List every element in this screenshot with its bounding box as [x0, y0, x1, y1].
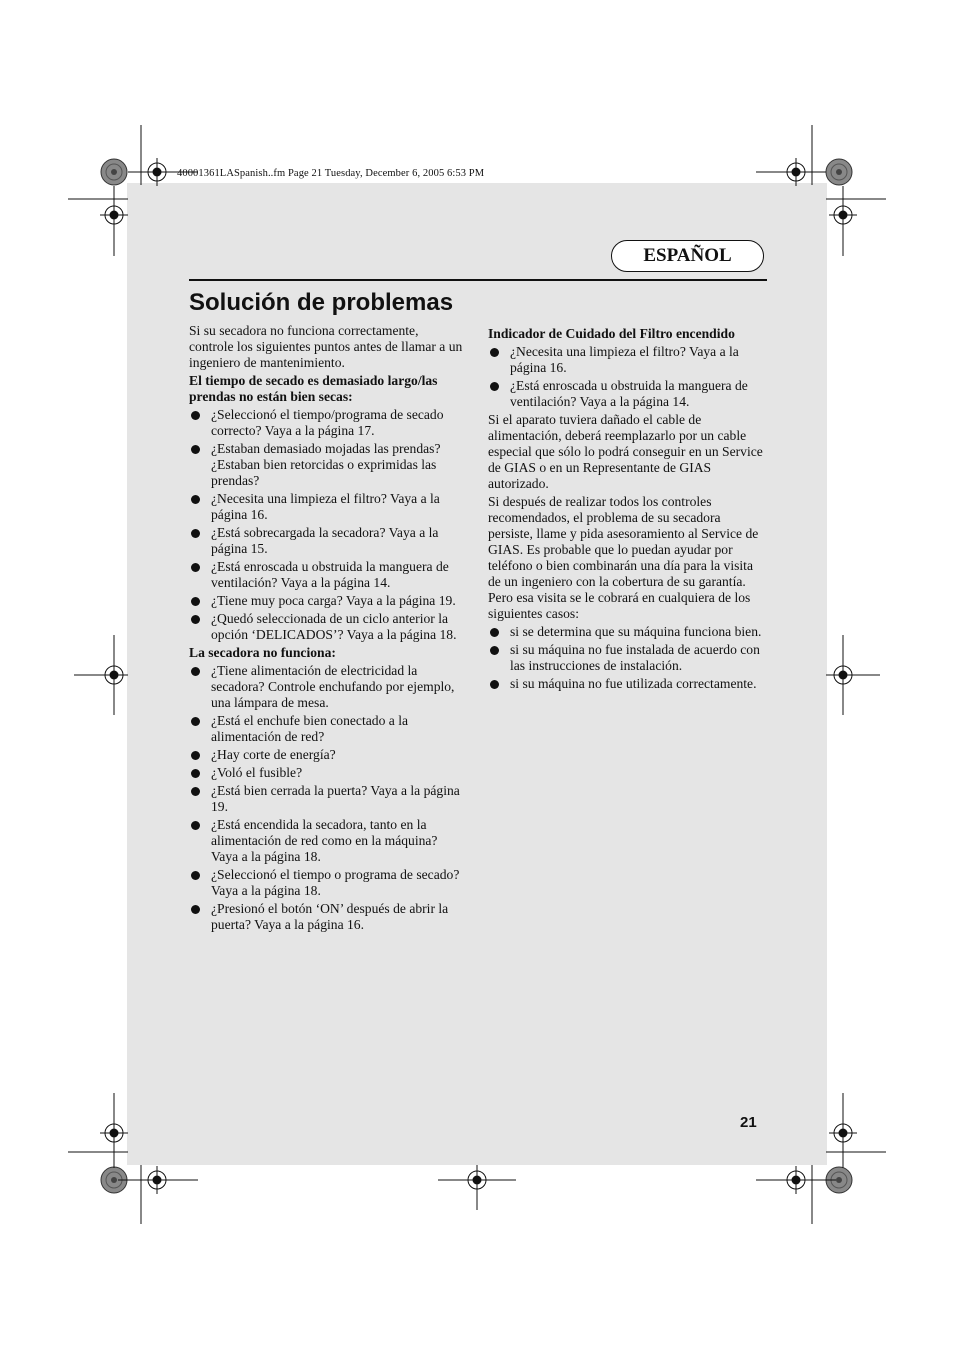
bullet-icon: [490, 646, 499, 655]
list-item: ¿Está enroscada u obstruida la manguera de ventilación? Vaya a la página 14.: [189, 559, 465, 591]
left-column: [189, 323, 465, 935]
list-item: ¿Tiene alimentación de electricidad la secadora? Controle enchufando por ejemplo, una lámpara de mesa.: [189, 663, 465, 711]
bullet-icon: [191, 871, 200, 880]
bullet-icon: [191, 717, 200, 726]
section-heading-not-working: La secadora no funciona:: [189, 645, 336, 660]
bullet-icon: [191, 445, 200, 454]
page-title: Solución de problemas: [189, 289, 454, 316]
section-heading-filter-indicator: Indicador de Cuidado del Filtro encendido: [488, 326, 735, 341]
bullet-icon: [191, 529, 200, 538]
bullet-icon: [191, 597, 200, 606]
page-number: 21: [740, 1114, 757, 1131]
list-item: ¿Seleccionó el tiempo o programa de secado? Vaya a la página 18.: [189, 867, 465, 899]
right-column: [488, 326, 767, 694]
intro-paragraph: Si su secadora no funciona correctamente, controle los siguientes puntos antes de llamar a un ingeniero de mantenimiento.: [189, 323, 463, 370]
list-item: ¿Seleccionó el tiempo/programa de secado correcto? Vaya a la página 17.: [189, 407, 465, 439]
checklist-not-working: [189, 663, 465, 933]
service-paragraph: Si después de realizar todos los controles recomendados, el problema de su secadora persiste, llame y pida asesoramiento al Service de GIAS. Es probable que lo puedan ayudar por teléfono o bien combinarán una día para la visita de un ingeniero con la cobertura de su garantía. Pero esa visita se le cobrará en cualquiera de los siguientes casos:: [488, 494, 759, 621]
bullet-icon: [191, 563, 200, 572]
list-item: ¿Voló el fusible?: [189, 765, 465, 781]
bullet-icon: [191, 667, 200, 676]
list-item: si se determina que su máquina funciona bien.: [488, 624, 767, 640]
list-item: ¿Necesita una limpieza el filtro? Vaya a la página 16.: [189, 491, 465, 523]
bullet-icon: [191, 495, 200, 504]
bullet-icon: [191, 615, 200, 624]
list-item: ¿Necesita una limpieza el filtro? Vaya a la página 16.: [488, 344, 767, 376]
bullet-icon: [490, 348, 499, 357]
list-item: ¿Quedó seleccionada de un ciclo anterior la opción ‘DELICADOS’? Vaya a la página 18.: [189, 611, 465, 643]
header-rule: [189, 279, 767, 281]
list-item: ¿Está sobrecargada la secadora? Vaya a la página 15.: [189, 525, 465, 557]
file-header: 40001361LASpanish..fm Page 21 Tuesday, December 6, 2005 6:53 PM: [177, 168, 485, 179]
section-heading-drying-time: El tiempo de secado es demasiado largo/las prendas no están bien secas:: [189, 373, 438, 404]
list-item: ¿Hay corte de energía?: [189, 747, 465, 763]
bullet-icon: [490, 382, 499, 391]
bullet-icon: [191, 411, 200, 420]
list-item: ¿Estaban demasiado mojadas las prendas? ¿Estaban bien retorcidas o exprimidas las prendas?: [189, 441, 465, 489]
language-badge: ESPAÑOL: [611, 240, 764, 272]
charge-cases-list: [488, 624, 767, 692]
list-item: ¿Está bien cerrada la puerta? Vaya a la página 19.: [189, 783, 465, 815]
bullet-icon: [191, 751, 200, 760]
list-item: ¿Está encendida la secadora, tanto en la alimentación de red como en la máquina? Vaya a la página 18.: [189, 817, 465, 865]
bullet-icon: [191, 787, 200, 796]
list-item: si su máquina no fue utilizada correctamente.: [488, 676, 767, 692]
checklist-filter-indicator: [488, 344, 767, 410]
cable-paragraph: Si el aparato tuviera dañado el cable de alimentación, deberá reemplazarlo por un cable especial que sólo lo podrá conseguir en un Service de GIAS o en un Representante de GIAS autorizado.: [488, 412, 763, 491]
list-item: si su máquina no fue instalada de acuerdo con las instrucciones de instalación.: [488, 642, 767, 674]
list-item: ¿Está el enchufe bien conectado a la alimentación de red?: [189, 713, 465, 745]
list-item: ¿Presionó el botón ‘ON’ después de abrir la puerta? Vaya a la página 16.: [189, 901, 465, 933]
bullet-icon: [191, 905, 200, 914]
bullet-icon: [490, 628, 499, 637]
registration-disc-icon: [101, 159, 127, 185]
registration-disc-icon: [826, 159, 852, 185]
checklist-drying-time: [189, 407, 465, 643]
bullet-icon: [191, 769, 200, 778]
bullet-icon: [490, 680, 499, 689]
list-item: ¿Está enroscada u obstruida la manguera de ventilación? Vaya a la página 14.: [488, 378, 767, 410]
bullet-icon: [191, 821, 200, 830]
list-item: ¿Tiene muy poca carga? Vaya a la página 19.: [189, 593, 465, 609]
